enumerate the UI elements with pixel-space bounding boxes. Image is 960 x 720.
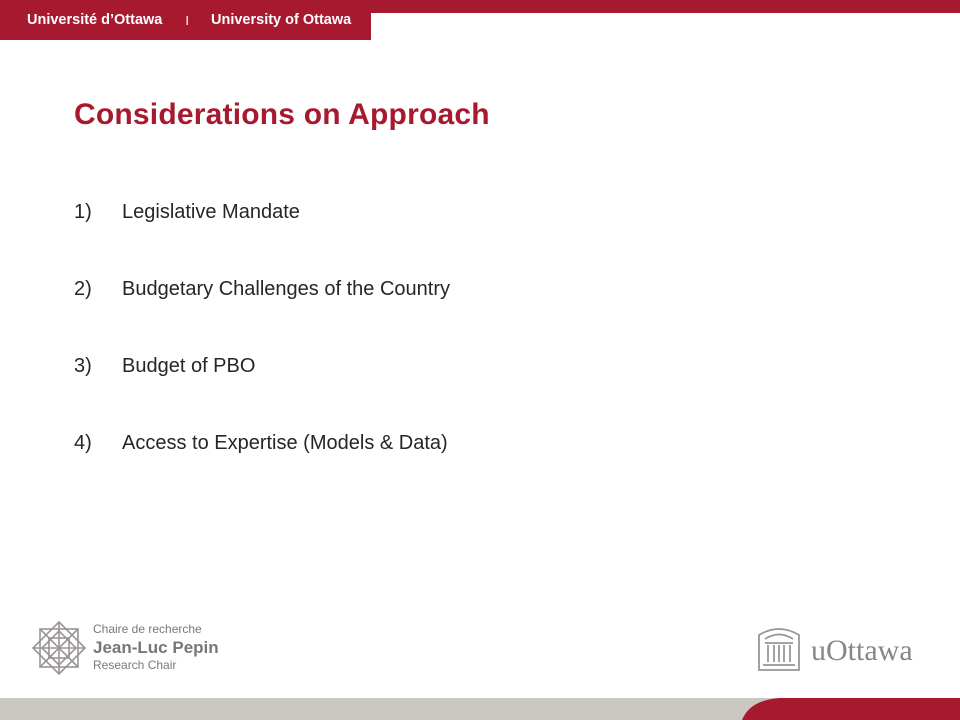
item-text: Budgetary Challenges of the Country — [122, 278, 450, 300]
university-name-en: University of Ottawa — [211, 12, 352, 28]
footer-accent — [720, 698, 960, 720]
item-text: Access to Expertise (Models & Data) — [122, 432, 448, 454]
knot-pattern-icon — [28, 619, 90, 677]
item-number: 3) — [74, 355, 92, 377]
list-item — [74, 201, 450, 278]
uottawa-wordmark: uOttawa — [811, 634, 913, 667]
item-number: 1) — [74, 201, 92, 223]
item-number: 2) — [74, 278, 92, 300]
header-separator: I — [185, 12, 189, 28]
research-chair-name — [93, 622, 219, 673]
university-header — [0, 0, 371, 40]
item-text: Budget of PBO — [122, 355, 256, 377]
chair-line-2: Jean-Luc Pepin — [93, 638, 219, 657]
slide-title: Considerations on Approach — [74, 98, 490, 131]
chair-line-1: Chaire de recherche — [93, 622, 202, 636]
university-name-fr: Université d’Ottawa — [27, 12, 163, 28]
list-item — [74, 278, 450, 355]
chair-line-3: Research Chair — [93, 658, 177, 672]
tabaret-building-icon — [756, 623, 802, 673]
list-item — [74, 432, 450, 509]
item-text: Legislative Mandate — [122, 201, 300, 223]
item-number: 4) — [74, 432, 92, 454]
considerations-list — [74, 201, 450, 509]
list-item — [74, 355, 450, 432]
